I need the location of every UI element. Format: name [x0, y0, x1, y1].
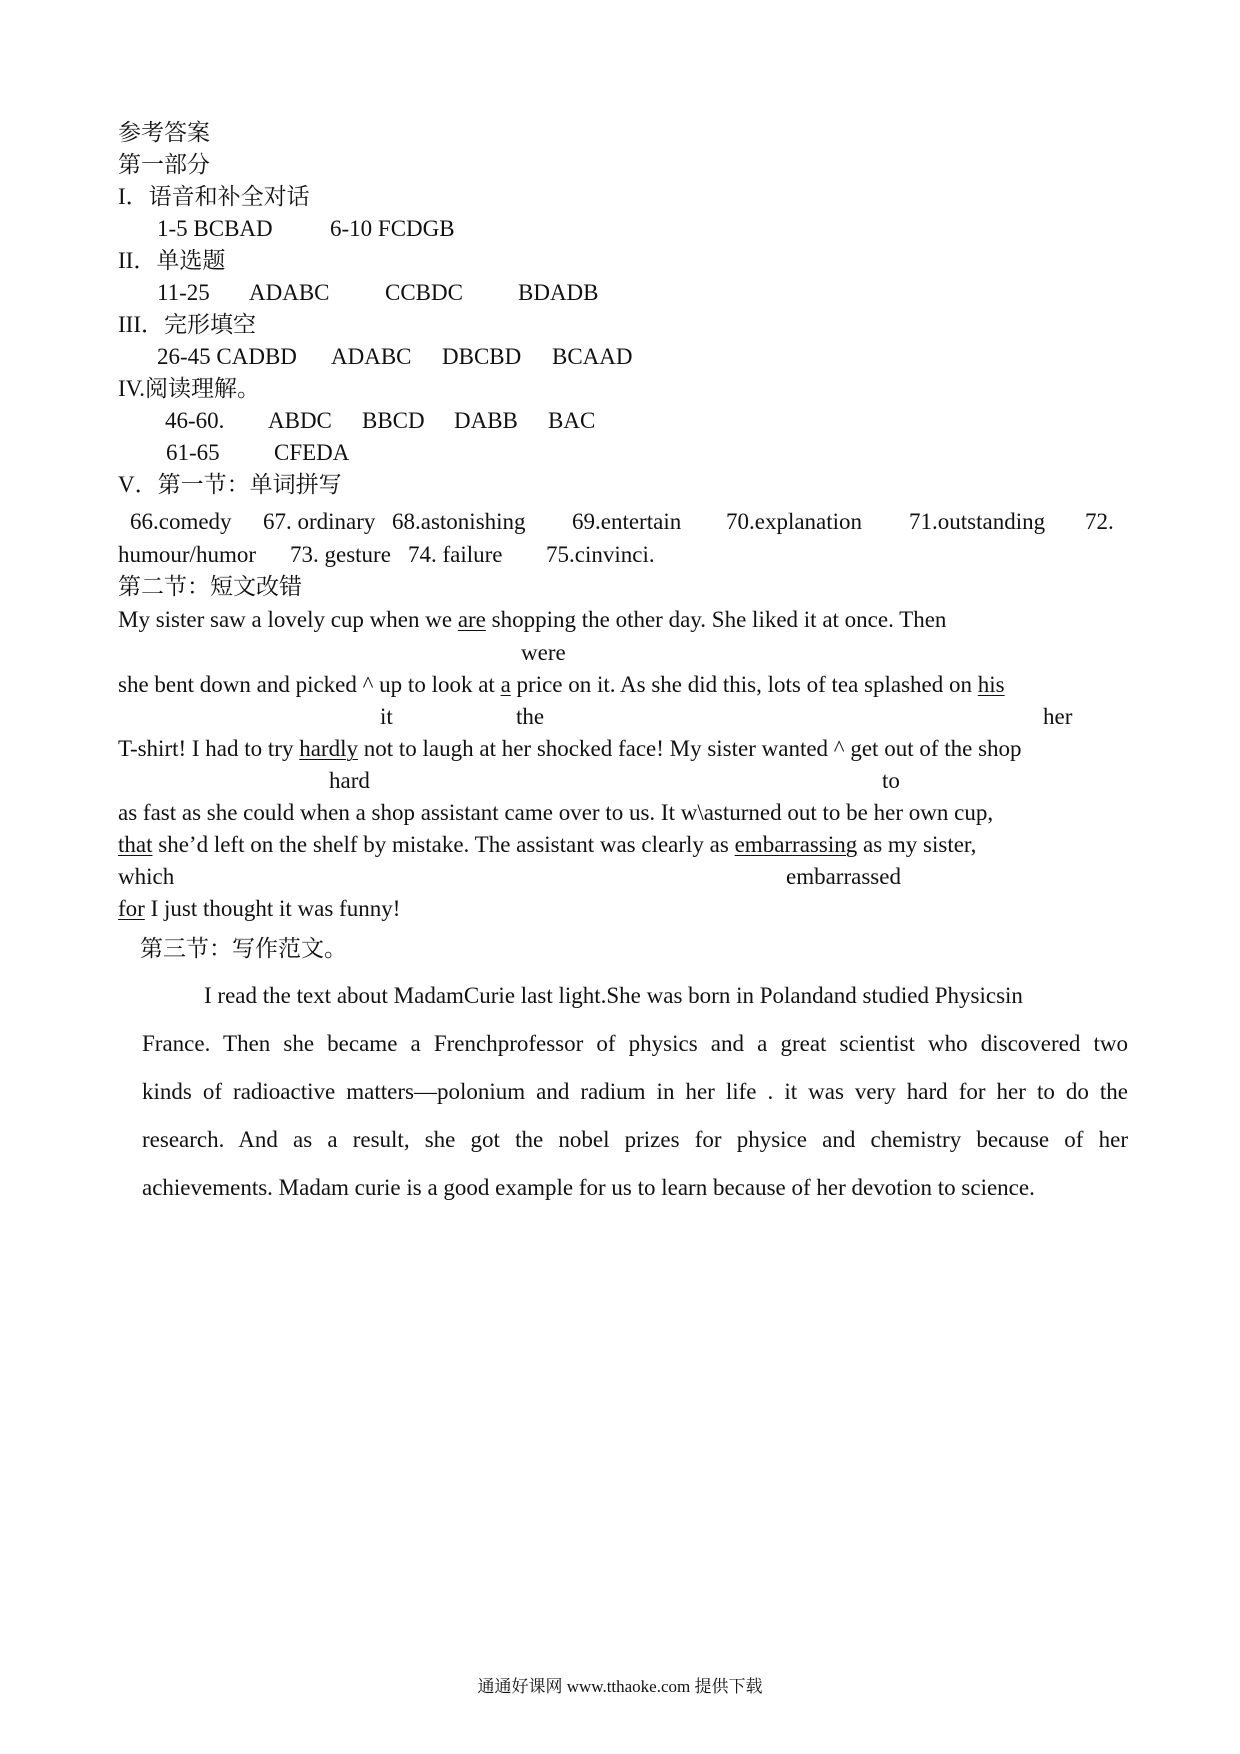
- section2-answers-c: BDADB: [518, 280, 599, 305]
- part3-title: 第三节：写作范文。: [140, 936, 347, 961]
- section1-title: I．语音和补全对话: [118, 184, 310, 209]
- word-69: 69.entertain: [572, 509, 682, 534]
- error-word: are: [457, 607, 486, 632]
- word-67: 67. ordinary: [263, 509, 376, 534]
- correction-hard: hard: [329, 768, 370, 793]
- word-72: 72.: [1085, 509, 1114, 534]
- page-title: 参考答案: [118, 120, 210, 145]
- section2-title: II．单选题: [118, 248, 226, 273]
- text-segment: she bent down and picked ^ up to look at: [118, 672, 501, 697]
- section2-answers-a: ADABC: [249, 280, 330, 305]
- error-word: a: [500, 672, 511, 697]
- error-word: embarrassing: [734, 832, 858, 857]
- word-73: 73. gesture: [290, 542, 391, 567]
- word-72-answer: humour/humor: [118, 542, 256, 567]
- text-segment: My sister saw a lovely cup when we: [118, 607, 458, 632]
- correction-to: to: [882, 768, 900, 793]
- text-segment: I just thought it was funny!: [144, 896, 401, 921]
- correction-line-4: as fast as she could when a shop assistant came over to us. It w\asturned out to be her own cup,: [118, 800, 994, 825]
- word-68: 68.astonishing: [392, 509, 526, 534]
- section4-row1-a: ABDC: [268, 408, 332, 433]
- section5-title: V．第一节：单词拼写: [118, 472, 342, 497]
- section4-row1-c: DABB: [454, 408, 518, 433]
- word-70: 70.explanation: [726, 509, 863, 534]
- page-footer: 通通好课网 www.tthaoke.com 提供下载: [477, 1677, 763, 1696]
- correction-line-5: [118, 831, 976, 859]
- error-word: that: [118, 832, 153, 857]
- section1-answers-b: 6-10 FCDGB: [330, 216, 455, 241]
- text-segment: she’d left on the shelf by mistake. The assistant was clearly as: [152, 832, 735, 857]
- essay-line-1: I read the text about MadamCurie last light.She was born in Polandand studied Physicsin: [204, 983, 1023, 1008]
- essay-line-2: France. Then she became a Frenchprofessor of physics and a great scientist who discovered two: [142, 1031, 1128, 1056]
- text-segment: as my sister,: [857, 832, 977, 857]
- essay-line-3: kinds of radioactive matters—polonium and radium in her life . it was very hard for her to do the: [142, 1079, 1128, 1104]
- correction-her: her: [1043, 704, 1073, 729]
- section4-row1-d: BAC: [548, 408, 596, 433]
- section3-answers-c: DBCBD: [442, 344, 522, 369]
- correction-line-3: [118, 735, 1022, 763]
- section3-answers-a: 26-45 CADBD: [157, 344, 297, 369]
- section2-range: 11-25: [157, 280, 210, 305]
- correction-the: the: [516, 704, 545, 729]
- section4-title: IV.阅读理解。: [118, 376, 261, 401]
- correction-which: which: [118, 864, 175, 889]
- section3-answers-d: BCAAD: [552, 344, 633, 369]
- part2-title: 第二节：短文改错: [118, 574, 302, 599]
- correction-were: were: [521, 640, 566, 665]
- section4-row2-a: CFEDA: [274, 440, 350, 465]
- text-segment: T-shirt! I had to try: [118, 736, 300, 761]
- correction-line-6: [118, 895, 400, 923]
- error-word: hardly: [299, 736, 358, 761]
- section3-title: III．完形填空: [118, 312, 256, 337]
- word-66: 66.comedy: [130, 509, 232, 534]
- correction-line-1: [118, 606, 946, 634]
- text-segment: not to laugh at her shocked face! My sister wanted ^ get out of the shop: [357, 736, 1022, 761]
- section1-answers-a: 1-5 BCBAD: [157, 216, 273, 241]
- word-71: 71.outstanding: [909, 509, 1046, 534]
- section4-row2-range: 61-65: [166, 440, 220, 465]
- error-word: for: [118, 896, 145, 921]
- section4-row1-range: 46-60.: [165, 408, 225, 433]
- essay-line-4: research. And as a result, she got the nobel prizes for physice and chemistry because of her: [142, 1127, 1128, 1152]
- correction-embarrassed: embarrassed: [786, 864, 901, 889]
- word-75: 75.cinvinci.: [546, 542, 655, 567]
- section3-answers-b: ADABC: [331, 344, 412, 369]
- word-74: 74. failure: [408, 542, 503, 567]
- correction-line-2: [118, 671, 1005, 699]
- text-segment: price on it. As she did this, lots of tea splashed on: [510, 672, 978, 697]
- essay-line-5: achievements. Madam curie is a good example for us to learn because of her devotion to science.: [142, 1175, 1035, 1200]
- section2-answers-b: CCBDC: [385, 280, 463, 305]
- text-segment: shopping the other day. She liked it at once. Then: [485, 607, 947, 632]
- error-word: his: [977, 672, 1005, 697]
- section4-row1-b: BBCD: [362, 408, 425, 433]
- correction-it: it: [380, 704, 393, 729]
- part1-title: 第一部分: [118, 152, 210, 177]
